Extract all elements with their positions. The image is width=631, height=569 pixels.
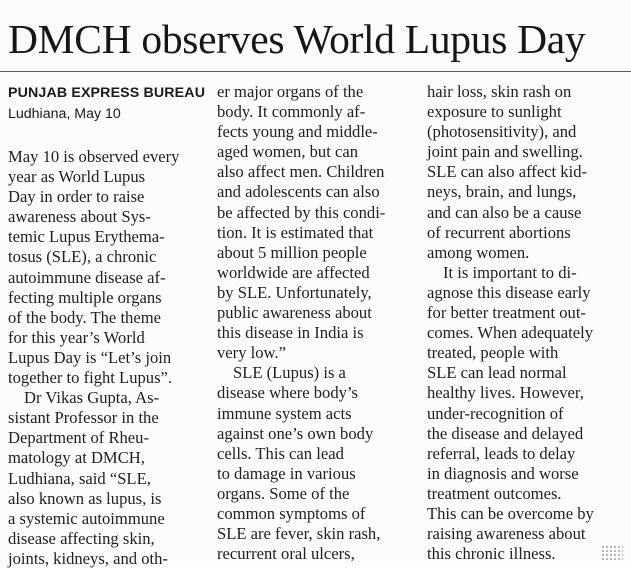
article-line: a systemic autoimmune [8, 508, 165, 528]
article-line: SLE can lead normal [427, 363, 567, 383]
article-line: this chronic illness. [427, 544, 556, 564]
article-line: comes. When adequately [427, 323, 594, 343]
article-line: for better treatment out- [427, 303, 586, 323]
article-line: exposure to sunlight [427, 102, 562, 122]
article-line: against one’s own body [217, 423, 374, 443]
article-line: and adolescents can also [217, 182, 380, 202]
article-line: Day in order to raise [8, 187, 145, 207]
article-line: among women. [427, 242, 530, 262]
article-line: year as World Lupus [8, 167, 146, 187]
article-line: treated, people with [427, 343, 559, 363]
article-line: cells. This can lead [217, 443, 344, 463]
article-line: (photosensitivity), and [427, 122, 577, 142]
article-line: Department of Rheu- [8, 428, 149, 448]
article-line: This can be overcome by [427, 503, 594, 523]
article-line: joint pain and swelling. [427, 142, 583, 162]
article-line: very low.” [217, 343, 286, 363]
article-line: sistant Professor in the [8, 408, 159, 428]
article-line: healthy lives. However, [427, 383, 584, 403]
headline: DMCH observes World Lupus Day [8, 16, 586, 62]
article-column-3 [427, 82, 594, 564]
scan-corner-dots [601, 545, 623, 561]
article-line: organs. Some of the [217, 483, 350, 503]
article-column-1 [8, 147, 179, 569]
article-line: the disease and delayed [427, 423, 584, 443]
byline: PUNJAB EXPRESS BUREAU [8, 85, 206, 101]
article-line: about 5 million people [217, 242, 367, 262]
article-line: referral, leads to delay [427, 443, 576, 463]
article-line: Ludhiana, said “SLE, [8, 468, 151, 488]
article-line: agnose this disease early [427, 282, 591, 302]
article-line: for this year’s World [8, 327, 145, 347]
article-line: er major organs of the [217, 82, 364, 101]
article-line: immune system acts [217, 403, 352, 423]
dateline: Ludhiana, May 10 [8, 106, 121, 122]
article-line: SLE (Lupus) is a [233, 363, 346, 383]
article-line: neys, brain, and lungs, [427, 182, 577, 202]
article-line: It is important to di- [443, 262, 577, 282]
article-line: treatment outcomes. [427, 483, 562, 503]
article-line: SLE can also affect kid- [427, 162, 588, 182]
article-line: by SLE. Unfortunately, [217, 282, 372, 302]
article-line: autoimmune disease af- [8, 267, 166, 287]
article-line: together to fight Lupus”. [8, 368, 173, 388]
article-line: disease where body’s [217, 383, 359, 403]
article-line: hair loss, skin rash on [427, 82, 572, 101]
article-line: of recurrent abortions [427, 222, 571, 242]
article-line: this disease in India is [217, 323, 364, 343]
article-line: joints, kidneys, and oth- [8, 548, 168, 568]
article-line: Lupus Day is “Let’s join [8, 347, 172, 367]
article-line: temic Lupus Erythema- [8, 227, 165, 247]
article-line: Dr Vikas Gupta, As- [24, 388, 160, 408]
article-line: also affect men. Children [217, 162, 385, 182]
article-line: fects young and middle- [217, 122, 378, 142]
article-line: common symptoms of [217, 503, 366, 523]
article-line: public awareness about [217, 303, 372, 323]
article-line: under-recognition of [427, 403, 564, 423]
headline-divider [0, 71, 631, 72]
article-line: be affected by this condi- [217, 202, 386, 222]
article-column-2 [217, 82, 385, 564]
article-line: and can also be a cause [427, 202, 582, 222]
article-line: tosus (SLE), a chronic [8, 247, 157, 267]
article-line: body. It commonly af- [217, 102, 366, 122]
article-line: worldwide are affected [217, 262, 370, 282]
article-line: May 10 is observed every [8, 147, 180, 166]
article-line: to damage in various [217, 463, 356, 483]
article-line: in diagnosis and worse [427, 463, 579, 483]
article-line: disease affecting skin, [8, 528, 155, 548]
article-line: recurrent oral ulcers, [217, 544, 355, 564]
article-line: aged women, but can [217, 142, 358, 162]
article-line: of the body. The theme [8, 307, 161, 327]
article-line: also known as lupus, is [8, 488, 162, 508]
article-line: awareness about Sys- [8, 207, 151, 227]
article-line: SLE are fever, skin rash, [217, 524, 381, 544]
article-line: matology at DMCH, [8, 448, 145, 468]
article-line: raising awareness about [427, 524, 586, 544]
article-line: fecting multiple organs [8, 287, 162, 307]
article-line: tion. It is estimated that [217, 222, 374, 242]
